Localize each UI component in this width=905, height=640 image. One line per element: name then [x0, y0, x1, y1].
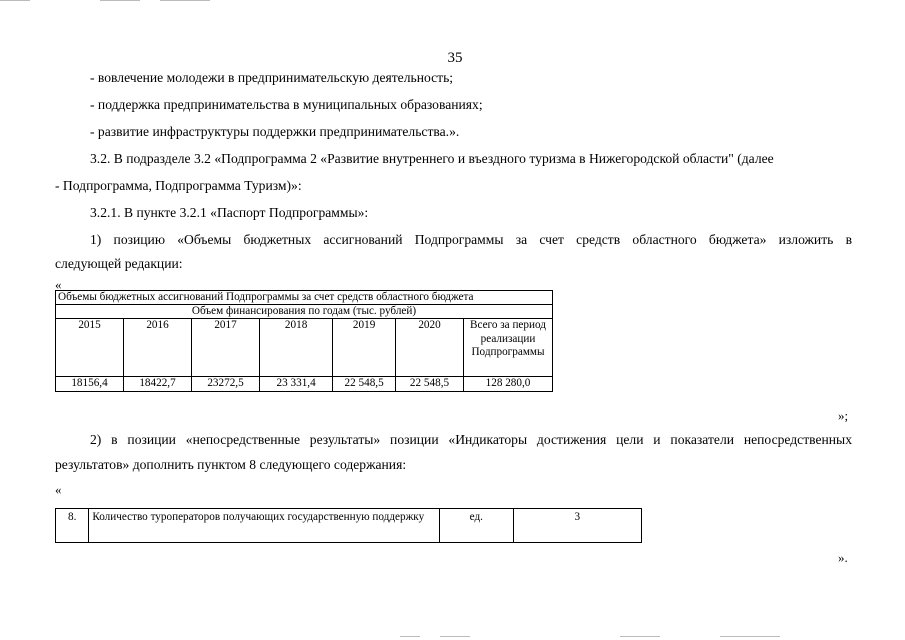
item-1-line2: следующей редакции:: [55, 256, 183, 271]
budget-table-title: Объемы бюджетных ассигнований Подпрограммы за счет средств областного бюджета: [56, 291, 553, 305]
paragraph-3-2-line2: - Подпрограмма, Подпрограмма Туризм)»:: [55, 178, 302, 193]
year-header: 2018: [260, 319, 333, 377]
scan-artifact: [0, 0, 30, 1]
bullet-line: - вовлечение молодежи в предпринимательскую деятельность;: [90, 70, 454, 85]
open-quote: «: [55, 277, 62, 292]
budget-table: [55, 290, 553, 392]
year-value: 22 548,5: [396, 377, 464, 391]
indicator-unit: ед.: [439, 509, 513, 543]
year-header: 2017: [192, 319, 260, 377]
year-value: 18156,4: [56, 377, 124, 391]
year-value: 23272,5: [192, 377, 260, 391]
total-header: Всего за период реализации Подпрограммы: [464, 319, 553, 377]
budget-table-subheader: Объем финансирования по годам (тыс. рублей): [56, 305, 553, 319]
item-2-line1: 2) в позиции «непосредственные результаты» позиции «Индикаторы достижения цели и показатели непосредственных: [90, 432, 852, 447]
scan-artifact: [620, 636, 660, 637]
bullet-line: - развитие инфраструктуры поддержки предпринимательства.».: [90, 124, 460, 139]
scan-artifact: [400, 636, 420, 637]
item-2-line2: результатов» дополнить пунктом 8 следующего содержания:: [55, 457, 407, 472]
total-value: 128 280,0: [464, 377, 553, 391]
year-header: 2019: [333, 319, 396, 377]
year-header: 2015: [56, 319, 124, 377]
scan-artifact: [720, 636, 780, 637]
indicator-number: 8.: [56, 509, 89, 543]
indicator-table: [55, 508, 642, 543]
year-header: 2020: [396, 319, 464, 377]
indicator-value: 3: [513, 509, 641, 543]
year-value: 18422,7: [124, 377, 192, 391]
page-number: 35: [447, 50, 463, 66]
paragraph-3-2-line1: 3.2. В подразделе 3.2 «Подпрограмма 2 «Развитие внутреннего и въездного туризма в Нижегородской области" (далее: [90, 151, 774, 166]
close-quote: »;: [838, 408, 849, 423]
scan-artifact: [100, 0, 140, 1]
scan-artifact: [440, 636, 470, 637]
item-1-line1: 1) позицию «Объемы бюджетных ассигнований Подпрограммы за счет средств областного бюджета» изложить в: [90, 232, 852, 247]
year-value: 23 331,4: [260, 377, 333, 391]
scan-artifact: [160, 0, 210, 1]
paragraph-3-2-1: 3.2.1. В пункте 3.2.1 «Паспорт Подпрограммы»:: [90, 205, 369, 220]
year-value: 22 548,5: [333, 377, 396, 391]
close-quote: ».: [838, 550, 848, 565]
open-quote: «: [55, 482, 62, 497]
year-header: 2016: [124, 319, 192, 377]
indicator-description: Количество туроператоров получающих государственную поддержку: [89, 509, 440, 543]
bullet-line: - поддержка предпринимательства в муниципальных образованиях;: [90, 97, 483, 112]
